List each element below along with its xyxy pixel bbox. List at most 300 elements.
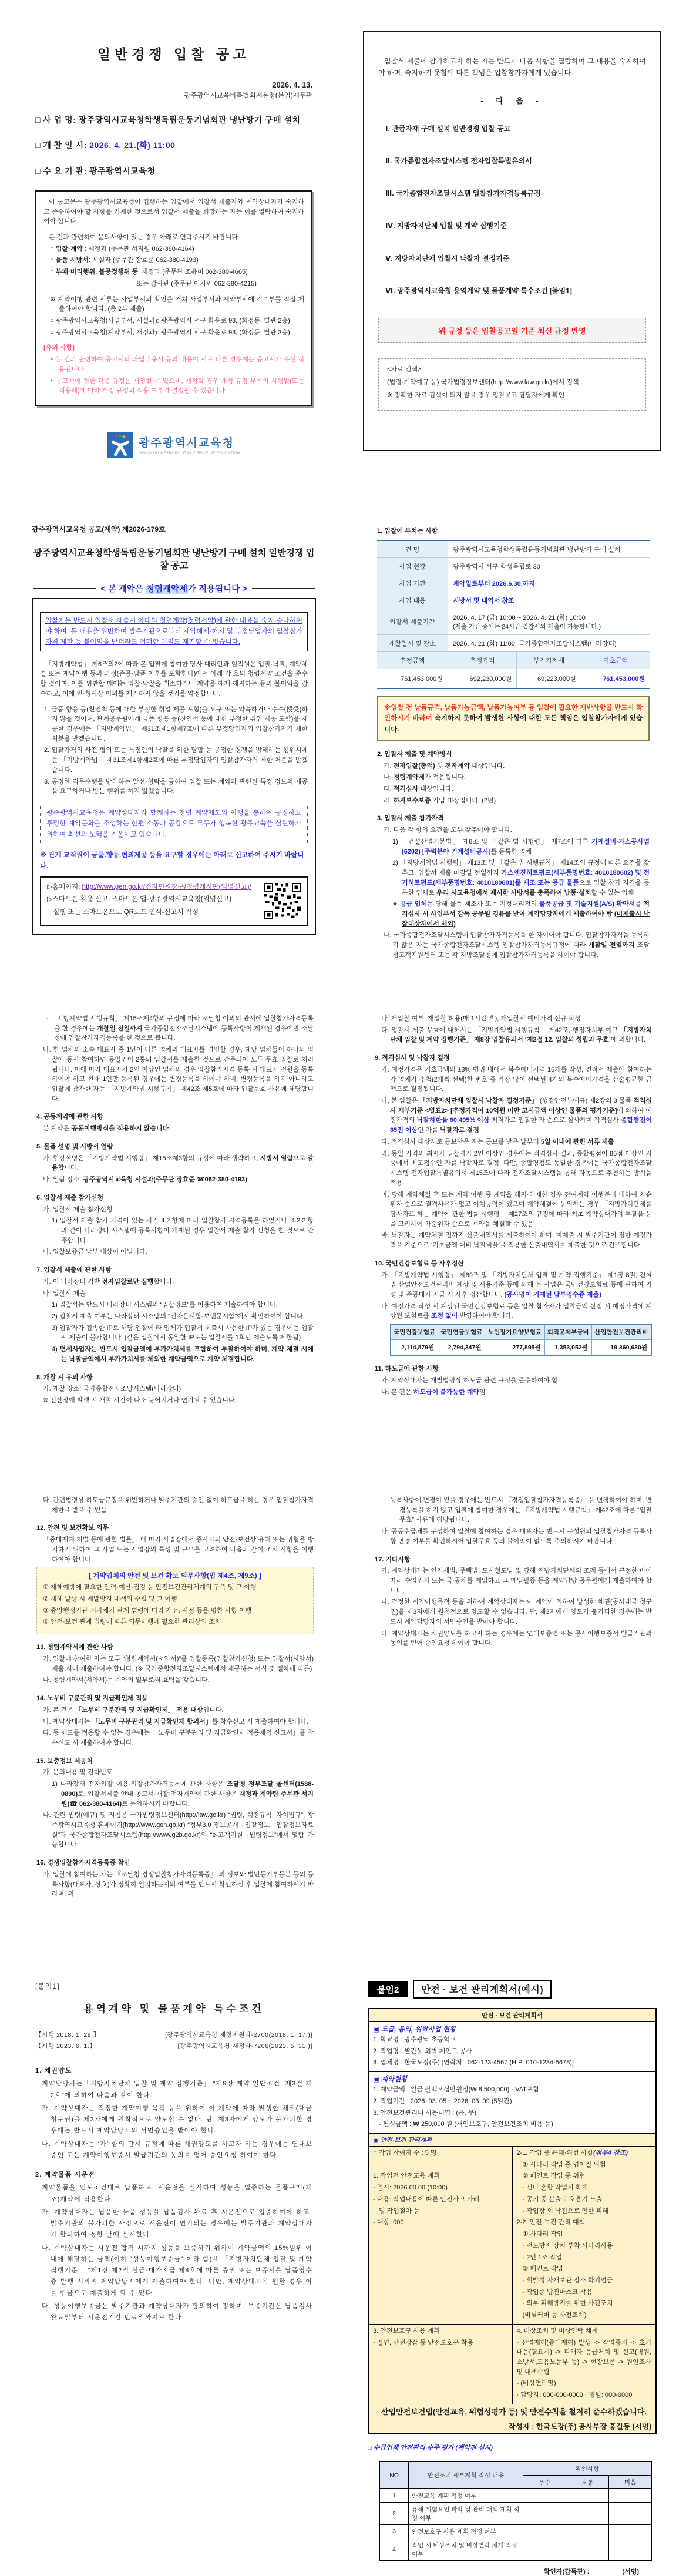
text-span: 전자입찰(총액) xyxy=(393,762,435,770)
enforcement-meta-row xyxy=(35,2041,312,2050)
text-span: 가. 입찰에 참여하는 자는 『조달청 경쟁입찰참가자격등록증』 의 정보와 법인등기부등본 등의 등록사항(대표자, 상호)가 정확히 일치하는지의 여부를 반드시 확인하신 후 입찰에 참여하시기 바라며, 위 xyxy=(43,1870,314,1898)
row-label: 사업 내용 xyxy=(377,592,448,609)
text-span: 2. 입찰가격의 사전 협의 또는 특정인의 낙찰을 위한 담합 등 공정한 경쟁을 방해하는 행위시에는 「지방계약법」 제31조제1항제2호에 따른 부정당업자의 입찰참가자격 제한 처분을 받겠습니다. xyxy=(44,747,308,774)
page-cover xyxy=(9,12,338,493)
text-span: 1. 채권양도 xyxy=(35,2067,72,2074)
text-line xyxy=(375,1190,652,1230)
text-span: 나. 계약상대자는 xyxy=(43,1718,92,1725)
text-line xyxy=(378,220,646,231)
text-line xyxy=(47,895,258,905)
text-span: 나. 열람 장소: xyxy=(43,1176,83,1184)
text-span: - 「지방계약법 시행규칙」 제15조제4항의 규정에 따라 조달청 이외의 관서에 입찰참가자격등록을 한 경우에는 xyxy=(46,1015,314,1032)
text-span: 를 xyxy=(635,901,644,908)
table-row xyxy=(380,2503,652,2525)
logo-org-name: 광주광역시교육청 xyxy=(139,437,235,450)
latest-regulation-notice: 위 규정 등은 입찰공고일 기준 최신 규정 반영 xyxy=(378,318,646,343)
text-span: 에 의하여 예정가격의 xyxy=(390,1107,653,1124)
plan-cell-ppe xyxy=(368,2324,512,2404)
text-body xyxy=(35,2065,312,2323)
text-span: 가. 문의내용 및 전화번호 xyxy=(43,1769,113,1776)
column-header: 국민건강보험료 xyxy=(391,1324,438,1340)
text-span: [유의 사항] xyxy=(43,344,75,352)
text-span: Ⅲ. 국가종합전자조달시스템 입찰참가자격등록규정 xyxy=(385,189,541,198)
text-span: 4. 비상조치 및 비상연락 체계 xyxy=(516,2327,598,2335)
attachment-label: [붙임1] xyxy=(35,1982,60,1990)
text-line xyxy=(517,2253,652,2263)
text-span: 2) 「지방계약법 시행령」 제13조 및 「같은 법 시행규칙」 제14조의 규정에 따른 요건을 갖추고, 입찰서 제출 마감일 전일까지 xyxy=(392,859,650,877)
text-span: 8. 개찰 시 유의 사항 xyxy=(36,1373,93,1381)
text-span: 「지방계약법」 제6조의2에 따라 본 입찰에 참여한 당사 대리인과 임직원은 입찰·낙찰, 계약체결 또는 계약이행 등의 과정(준공·납품 이후를 포함한다)에서 아래 각 호의 청렴계약 조건을 준수할 것이며, 이를 위반할 때에는 입찰·낙찰을 취소하거나 계약을 해제·해지하는 등의 불이익을 감수하고, 이에 민·형사상 이의를 제기하지 않을 것임을 약정합니다. xyxy=(40,660,308,697)
page-clauses-9-11 xyxy=(348,1001,677,1477)
text-span: 나. 본 건은 xyxy=(381,1388,413,1396)
text-span: 가. 개찰 장소: 국가종합전자조달시스템(나라장터) xyxy=(43,1385,181,1393)
text-span: 13. 청렴계약제에 관한 사항 xyxy=(36,1644,113,1651)
text-span: ‣ 본 건과 관련하여 공고서와 과업내용서 등의 내용이 서로 다른 경우에는 공고서가 우선 적용됩니다. xyxy=(50,356,304,373)
warning-red-text: ※입찰 전 납품규격, 납품가능금액, 납품가능여부 등 입찰에 필요한 제반사항을 반드시 확인하시기 바라며 xyxy=(384,704,643,723)
text-line xyxy=(47,882,258,892)
text-span: 시방서 열람으로 갈음 xyxy=(52,1154,314,1172)
text-span: 2. 작업명 : 별관동 외벽 페인트 공사 xyxy=(373,2047,472,2055)
text-span: 대상입니다. xyxy=(470,762,505,770)
text-span: □ 개 찰 일 시: xyxy=(35,140,90,150)
text-span: ○ 작업 참여자 수 : 5 명 xyxy=(373,2150,437,2157)
section-heading: ▣ 계약현황 xyxy=(373,2076,408,2084)
text-span: 면세사업자는 반드시 입찰금액에 부가가치세를 포함하여 투찰하여야 하며, 계약 체결 시에는 낙찰금액에서 부가가치세를 제외한 계약금액으로 계약 체결합니다. xyxy=(59,1346,314,1363)
text-span: 반영하여야 합니다. xyxy=(458,1312,513,1320)
text-span: 가입 대상입니다. (2년) xyxy=(431,797,496,804)
amount-value: 761,453,000원 xyxy=(581,669,650,688)
text-span: 나. 청렴계약서(서약서)는 계약의 일부로써 효력을 갖습니다. xyxy=(43,1677,210,1684)
section-2 xyxy=(377,750,650,806)
text-body xyxy=(36,1496,314,1564)
text-line xyxy=(373,2338,508,2348)
text-span: 1. 학교명 : 광주광역 초등학교 xyxy=(373,2036,456,2043)
table-row xyxy=(380,2525,652,2538)
text-span: 우리 시교육청에서 제시한 시방서를 충족하여 납품·설치 xyxy=(436,889,591,896)
text-line xyxy=(517,2288,652,2298)
text-span: - 2인 1조 작업 xyxy=(522,2253,563,2261)
text-span: ② 재해 발생 시 재발방지 대책의 수립 및 그 이행 xyxy=(43,1596,177,1603)
text-span: ① 사다리 작업 중 넘어질 위험 xyxy=(522,2161,606,2168)
cell-value: 2,114,879원 xyxy=(391,1340,438,1356)
text-line xyxy=(375,1271,652,1300)
report-channels xyxy=(47,882,258,920)
text-span: ○ xyxy=(50,245,56,253)
text-span: 나. 계약상대자는 시운전 합격 시까지 성능을 보증하기 위하여 계약금액의 15%범위 이내에 해당하는 금액(이하 “성능이행보증금” 이라 함)을 「지방자치단체 입찰 및 계약 집행기준」 “제1장 제2절 선금·대가지급 제4호에 따른 증권 또는 보증서를 납품영수증 발행 시까지 계약담당자에게 제출하여야 한다. 다만, 계약상대자가 원할 경우 이를 현금으로 제출하게 할 수 있다. xyxy=(42,2244,312,2297)
page-integrity xyxy=(9,509,338,995)
text-line xyxy=(375,1302,652,1321)
text-span: 가. 다음 각 항의 요건을 모두 갖추어야 합니다. xyxy=(384,827,512,834)
compliance-pledge-row xyxy=(368,2404,656,2434)
text-line xyxy=(36,1300,314,1310)
text-span: 당해 물품 제조사 또는 지정대리점의 xyxy=(433,901,539,908)
text-line xyxy=(36,1312,314,1322)
text-line xyxy=(36,1694,314,1704)
text-span: 하도급이 불가능한 계약 xyxy=(413,1388,480,1396)
text-span: 나. 관련 법령(예규) 및 지침은 국가법령정보센터(http://law.go.kr) “법령, 행정규칙, 자치법규”, 광주광역시교육청 홈페이지(http://www.gen.go.kr) “정부3.0 정보공개→입찰정보→입찰정보자료실”과 국가종합전자조달시스템(http://www.g2b.go.kr)의 “e-고객지원→법령정보”에서 열람 가능합니다. xyxy=(43,1812,314,1849)
text-span: 조달청고객지원센터 또는 각 지방조달청에 입찰참가자격등록을 하여야 합니다. xyxy=(392,942,650,959)
text-span: ④ 안전·보건 관계 법령에 따른 의무이행에 필요한 관리상의 조치 xyxy=(43,1618,221,1626)
text-span: 다. 관련법령상 하도급규정을 위반하거나 발주기관의 승인 없이 하도급을 하는 경우 입찰참가자격 제한을 받을 수 있음 xyxy=(43,1497,314,1514)
text-span: 나. 국가종합전자조달시스템에 입찰참가자격등록을 한 자이어야 합니다. 입찰참가자격을 등록하지 않은 자는 국가종합전자조달시스템 입찰참가자격등록규정에 따라 xyxy=(384,932,650,949)
announce-date: 2026. 4. 13. xyxy=(272,80,312,89)
text-line xyxy=(36,1643,314,1653)
text-span: 1) 「건설산업기본법」 제8조 및 「같은 법 시행령」 제7조에 따른 xyxy=(392,838,591,845)
text-span: 및 xyxy=(435,762,445,770)
text-line xyxy=(373,2085,651,2095)
text-line xyxy=(36,1779,314,1809)
section-lines xyxy=(373,2085,651,2130)
table-row xyxy=(377,540,650,558)
text-span: (비닐커버 등 사전조치) xyxy=(522,2312,587,2319)
text-line xyxy=(373,2195,508,2205)
text-line xyxy=(36,1277,314,1287)
column-header: 산업안전보건관리비 xyxy=(591,1324,651,1340)
column-header: 국민연금보험료 xyxy=(438,1324,485,1340)
amount-header: 기초금액 xyxy=(581,651,650,669)
text-span: 가스엔진히트펌프(세부품명번호: 4010180602) 및 전기히트펌프(세부품명번호: 4010180601)를 제조 또는 공급 물품 xyxy=(402,869,650,886)
cell-value: 1,353,052원 xyxy=(544,1340,591,1356)
row-label: 건 명 xyxy=(377,540,448,558)
text-span: 「노무비 구분관리 및 지급확인제 합의서」 xyxy=(92,1718,212,1725)
text-line xyxy=(517,2264,652,2274)
text-span: 가. 계약상대자는 개별법령상 하도급 관련 규정을 준수하여야 함 xyxy=(381,1376,558,1384)
text-span: 나. 적정한 계약이행목적 등을 위하여 계약상대자는 이 계약에 의하여 발생한 채권(공사대금 청구권)을 제3자에게 원칙적으로 양도할 수 없습니다. 단, 제3자에게 양도가 불가피한 경우에는 반드시 계약담당자의 서면승인을 받아야 합니다. xyxy=(381,1598,652,1625)
plan-section-strip xyxy=(368,2134,656,2147)
text-span: (미제출시 낙찰대상자에서 제외) xyxy=(402,910,650,928)
text-line xyxy=(43,343,304,353)
text-line xyxy=(375,1388,652,1398)
evaluation-heading: □ 수급업체 안전관리 수준 평가 (계약전 실시) xyxy=(368,2443,657,2454)
column-header: 노인장기요양보험료 xyxy=(485,1324,544,1340)
text-line xyxy=(517,2229,652,2239)
row-label: 개찰일시 및 장소 xyxy=(377,634,448,651)
text-line xyxy=(517,2310,652,2320)
text-span: 합니다. xyxy=(58,1164,79,1172)
text-line xyxy=(387,378,637,388)
text-line xyxy=(43,267,304,277)
text-span: ※ 정확한 자료 검색이 되지 않을 경우 입찰공고 담당자에게 확인 xyxy=(387,391,565,399)
table-row xyxy=(380,2538,652,2561)
text-line xyxy=(36,1768,314,1778)
text-span: - 편성금액 : ₩ 250,000 원 (개인보호구, 안전보건조치 비용 등) xyxy=(379,2121,553,2128)
text-line xyxy=(35,2065,312,2077)
toc-intro: 입찰서 제출에 참가하고자 하는 자는 반드시 다음 사항을 열람하여 그 내용을 숙지하여야 하며, 숙지하지 못함에 따른 책임은 입찰참가자에게 있습니다. xyxy=(378,57,646,78)
text-span: : 재정과 (주무관 조유미 062-380-4665) xyxy=(138,268,248,276)
text-span: 물품 시방서 xyxy=(55,257,89,264)
text-line xyxy=(36,1373,314,1383)
text-line xyxy=(373,2097,651,2107)
check-cell xyxy=(523,2503,566,2525)
text-line xyxy=(375,1364,652,1374)
attachment2-tag: 붙임2 xyxy=(368,1981,408,1997)
warning-rest-text: 숙지하지 못하여 발생한 사항에 대한 모든 책임은 입찰참가자에게 있습니다. xyxy=(384,715,643,733)
row-label: 사업 현장 xyxy=(377,557,448,575)
text-line xyxy=(36,1654,314,1674)
text-span: - 작업장 외 낙진으로 인한 피해 xyxy=(522,2207,608,2215)
text-span: 가. 계약상대자는 인지세법, 주택법, 도시철도법 및 당해 지방자치단체의 조례 등에서 규정한 바에 따라 수입인지 또는 국·공채를 매입하고 그 매입필증 등을 계약담당 공무원에게 제출하여야 합니다. xyxy=(381,1567,652,1594)
link[interactable]: http://www.gen.go.kr/전자민원창구/청렴게시판(익명신고)/ xyxy=(82,883,251,891)
cover-notice-box xyxy=(35,190,312,406)
text-body xyxy=(375,1364,652,1397)
text-span: 1. 작업전 안전교육 계획 xyxy=(373,2172,440,2180)
text-span: - 일시: 2026.00.00.(10:00) xyxy=(373,2184,448,2192)
text-line xyxy=(517,2390,652,2400)
pre-bid-warning-box xyxy=(377,696,650,741)
text-span: ▷스마트폰 활용 신고: 스마트폰 앱-광주광역시교육청(익명신고) xyxy=(47,896,232,904)
text-span: 다. 성능이행보증금은 발주기관과 계약상대자가 합의하여 정하며, 보증기간은 납품검사 완료일부터 시운전기간 만료일까지로 한다. xyxy=(42,2302,312,2321)
text-span: 1) 입찰서는 반드시 나라장터 시스템의 “입찰정보”를 이용하여 제출하여야 합니다. xyxy=(52,1301,278,1309)
text-span: 하자보수보증 xyxy=(393,797,431,804)
grade-header: 우수 xyxy=(523,2476,566,2489)
table-row xyxy=(377,575,650,592)
text-span: <자료 검색> xyxy=(387,366,422,374)
text-line xyxy=(36,1324,314,1343)
text-span: 2) 입찰서 제출 여부는 나라장터 시스템의 “전자문서함-보낸문서함”에서 확인하여야 합니다. xyxy=(52,1312,305,1320)
text-span: ① 재해예방에 필요한 인력·예산·점검 등 안전보건관리체계의 구축 및 그 이행 xyxy=(43,1584,257,1591)
text-span: 4) xyxy=(52,1346,60,1354)
text-span: 기계설비·가스공사업(6202) [주력분야 기계설비공사] xyxy=(402,838,650,855)
text-line xyxy=(40,777,308,797)
text-span: ※ 계약이행 관련 서류는 사업부서의 확인을 거쳐 사업부서와 계약부서에 각 1부를 직접 제출하여야 합니다. (총 2부 제출) xyxy=(50,295,304,313)
attachment2-title: 안전 · 보건 관리계획서(예시) xyxy=(413,1980,552,1999)
text-span: 4. 공동계약에 관한 사항 xyxy=(36,1113,103,1121)
check-cell xyxy=(523,2525,566,2538)
text-line xyxy=(373,2047,651,2057)
text-span: 가. 현장설명은 「지방계약법 시행령」 제15조제3항의 규정에 따라 생략하고, xyxy=(43,1154,260,1162)
table-header-row xyxy=(380,2462,652,2476)
insurance-settlement-table xyxy=(390,1324,652,1356)
text-span: 가. 계약상대자는 납품한 물품 성능을 납품검사 완료 후 시운전으로 입증하여야 하고, 발주기관의 불가피한 사정으로 시운전이 연기되는 경우에는 발주기관과 계약상대자가 합의하여 정한 날에 실시한다. xyxy=(42,2208,312,2239)
text-span: ○ xyxy=(50,268,56,276)
text-line xyxy=(375,1137,652,1147)
qr-code xyxy=(264,883,301,919)
text-span: 실행 또는 스마트폰으로 QR코드 인식-신고서 작성 xyxy=(53,908,199,916)
text-line xyxy=(375,1053,652,1063)
enforce-date: 【시행 2018. 1. 29.】 xyxy=(35,2031,100,2038)
text-line xyxy=(375,1231,652,1250)
text-span: 가. 예정가격은 기초금액의 ±3% 범위 내에서 복수예비가격 15개를 작성, 견적서 제출에 참여하는 각 업체가 추첨(2개씩 선택)한 번호 중 가장 많이 선택된 4개의 복수예비가격을 산술평균한 금액으로 결정됩니다. xyxy=(381,1066,652,1093)
text-line xyxy=(375,1566,652,1596)
text-line xyxy=(517,2195,652,2205)
text-line xyxy=(375,1527,652,1546)
text-line xyxy=(375,1014,652,1024)
text-span: ① 사다리 작업 xyxy=(522,2231,563,2238)
text-body xyxy=(36,1014,314,1406)
text-span: 공동이행방식을 적용하지 않습니다 xyxy=(71,1125,169,1133)
text-span: 2026. 4. 21.(화) 11:00 xyxy=(89,140,176,150)
text-line xyxy=(36,1175,314,1185)
enforce-ref: [광주광역시교육청 재정지원과-2700(2018. 1. 17.)] xyxy=(165,2031,312,2038)
integrity-heading-text: < 본 계약은 청렴계약제가 적용됩니다 > xyxy=(100,585,247,594)
text-line xyxy=(36,1705,314,1715)
text-span: · 담당자: 000-000-0000 · 병원: 000-0000 xyxy=(516,2392,633,2399)
text-line xyxy=(36,1396,314,1406)
text-span: 2. 계약물품 시운전 xyxy=(35,2171,95,2178)
text-line xyxy=(43,233,304,243)
amount-header: 추정가격 xyxy=(448,651,517,669)
text-span: 임 xyxy=(479,1388,486,1396)
text-span: 인 자를 xyxy=(418,1127,440,1134)
text-span: 적격심사 xyxy=(393,785,419,793)
text-line xyxy=(373,2160,508,2170)
text-line xyxy=(36,1193,314,1203)
text-span: 를 착수신고 시 제출하여야 합니다. xyxy=(211,1718,308,1725)
page-clause-17 xyxy=(348,1483,677,1959)
text-span: 부패·비리행위, 불공정행위 등 xyxy=(55,268,139,276)
check-cell xyxy=(566,2503,609,2525)
text-span: 다. 계약상대자는 채권양도를 하고자 하는 경우에는 연대보증인 또는 공사이행보증서 발급기관의 동의를 얻어 승인요청 하여야 합니다. xyxy=(381,1630,652,1647)
text-line xyxy=(35,2078,312,2101)
text-span: ※ 전산장애 발생 시 개찰 시간이 다소 늦어지거나 연기될 수 있습니다. xyxy=(43,1397,237,1404)
text-line xyxy=(43,279,304,289)
text-span: ○ 광주광역시교육청(계약부서, 재정과): 광주광역시 서구 화운로 93, (화정동, 별관 3층) xyxy=(50,328,290,336)
row-value: 2026. 4. 21.(화) 11:00, 국가종합전자조달시스템(나라장터) xyxy=(448,634,650,651)
text-line xyxy=(377,796,650,806)
text-span: (법령·계약예규 등) 국가법령정보센터(http://www.law.go.kr)에서 검색 xyxy=(387,378,579,386)
text-span: 및 작업절차 등 xyxy=(379,2207,420,2215)
cell-value: 2,794,347원 xyxy=(438,1340,485,1356)
text-span: 조달청 정부조달 콜센터(1588-0800) xyxy=(61,1781,314,1798)
row-text: 작업 시 비상조치 및 비상연락 체계 적정 여부 xyxy=(409,2538,523,2561)
text-span: 광주광역시교육청 시설과(주무관 장효준 ☎062-380-4193) xyxy=(83,1176,247,1184)
issuing-org: 광주광역시교육비특별회계본청(분임)재무관 xyxy=(184,92,312,99)
text-line xyxy=(40,660,308,699)
text-span: 입니다. xyxy=(203,1706,224,1714)
text-span: 계약담당자는「지방자치단체 입찰 및 계약 집행기준」 “제9장 계약 일반조건, 제3절 제2호”에 의하여 다음과 같이 한다. xyxy=(42,2080,312,2099)
grade-header: 미흡 xyxy=(609,2476,652,2489)
section-heading: ▣ 도급, 용역, 위탁사업 현황 xyxy=(373,2026,456,2033)
text-span: (첨부4 참조) xyxy=(593,2150,628,2157)
text-line xyxy=(377,784,650,794)
amount-value: 761,453,000원 xyxy=(377,669,448,688)
text-span: ○ 광주광역시교육청(사업부서, 시설과): 광주광역시 서구 화운로 93, (화정동, 별관 2층) xyxy=(50,317,290,324)
announcement-number: 광주광역시교육청 공고(계약) 제2026-179호 xyxy=(32,525,166,533)
text-span: 3. 업체명 : 한국도장(주) [연락처 : 062-123-4567 (H.P: 010-1234-5678)] xyxy=(373,2059,574,2067)
text-span: 14. 노무비 구분관리 및 지급확인제 적용 xyxy=(36,1695,148,1702)
text-span: 1. 계약금액 : 일금 팔백오십만원정(₩ 8,500,000) - VAT포함 xyxy=(373,2086,540,2094)
text-line xyxy=(378,123,646,134)
text-body xyxy=(375,1496,652,1648)
text-span: 1) 나라장터 전자입찰 이용·입찰참가자격등록에 관한 사항은 xyxy=(52,1781,227,1788)
text-span: 3. 안전보호구 사용 계획 xyxy=(373,2327,440,2335)
integrity-clauses xyxy=(40,660,308,797)
text-line xyxy=(36,1154,314,1173)
section-heading: ▣ 안전·보건 관리계획 xyxy=(373,2137,432,2144)
text-line xyxy=(36,1124,314,1134)
text-span: ② 페인트 작업 중 위험 xyxy=(522,2172,586,2180)
text-span: 「중대재해 처벌 등에 관한 법률」 에 따라 사업장에서 종사자의 안전·보건상 유해 또는 위험을 방지하기 위하여 그 사업 또는 사업장의 특성 및 규모를 고려하여 다음과 같이 조치 사항을 이행하여야 합니다. xyxy=(43,1536,314,1563)
text-span: 국가종합전자조달시스템에 등록사항이 게재된 경우에만 조달청에 입찰참가자격등록을 한 것으로 봅니다. xyxy=(54,1025,314,1042)
text-line xyxy=(373,2218,508,2228)
row-value: 광주광역시교육청학생독립운동기념회관 냉난방기 구매 설치 xyxy=(453,546,621,553)
inspector-signature-line xyxy=(368,2567,639,2576)
enforce-date: 【시행 2023. 6. 1.】 xyxy=(35,2043,96,2050)
text-line xyxy=(375,1096,652,1136)
text-span: 가. 이 나라장터 기반 xyxy=(43,1278,102,1285)
text-line xyxy=(43,244,304,254)
text-line xyxy=(36,1112,314,1122)
amount-header: 추정금액 xyxy=(377,651,448,669)
text-line xyxy=(375,1065,652,1094)
text-span: 「지방자치단체 입찰시 낙찰자 결정기준」 xyxy=(419,1097,538,1105)
text-span: 를 등록한 업체 xyxy=(490,848,532,855)
row-no: 1 xyxy=(380,2489,409,2503)
text-span: 본 건과 관련하여 문의사항이 있는 경우 아래로 연락주시기 바랍니다. xyxy=(49,233,240,241)
text-span: 로 문의하시기 바랍니다. xyxy=(122,1800,190,1808)
text-line xyxy=(36,1216,314,1245)
plan-cell-hazards xyxy=(512,2147,656,2325)
text-span: 적격심사 세부기준 <별표2> [추정가격이 10억원 미만 고시금액 이상인 물품의 평가기준] xyxy=(390,1097,653,1114)
page-attachment1 xyxy=(9,1964,338,2426)
row-no: 4 xyxy=(380,2538,409,2561)
daum-divider: - 다 음 - xyxy=(480,96,544,105)
text-line xyxy=(517,2171,652,2181)
text-line xyxy=(36,1289,314,1299)
row-text: 안전보호구 사용 계획 적정 여부 xyxy=(409,2525,523,2538)
text-line xyxy=(36,1717,314,1727)
text-span: ○ xyxy=(50,257,56,264)
text-line xyxy=(40,745,308,775)
text-line xyxy=(43,256,304,266)
enforce-ref: [광주광역시교육청 재정과-7206(2023. 5. 31.)] xyxy=(177,2043,312,2050)
text-line xyxy=(36,1756,314,1766)
text-span: □ 사 업 명: 광주광역시교육청학생독립운동기념회관 냉난방기 구매 설치 xyxy=(35,115,301,125)
text-line xyxy=(36,1496,314,1515)
text-line xyxy=(375,1376,652,1386)
text-line xyxy=(36,1205,314,1215)
text-span: 낙찰자로 결정 xyxy=(440,1127,479,1134)
text-line xyxy=(517,2379,652,2389)
text-span: 최저가로 입찰한 자 순으로 심사하며 적격심사 xyxy=(489,1117,621,1124)
text-line xyxy=(43,328,304,338)
check-cell xyxy=(566,2538,609,2561)
text-line xyxy=(373,2148,508,2158)
text-line xyxy=(36,1728,314,1748)
column-header: 확인사항 xyxy=(523,2462,652,2476)
text-span: Ⅴ. 지방자치단체 입찰시 낙찰자 결정기준 xyxy=(385,254,510,263)
safety-plan-table xyxy=(368,2008,657,2434)
text-span: 가 적용됩니다. xyxy=(424,774,466,781)
column-header: 퇴직공제부금비 xyxy=(544,1324,591,1340)
text-span: 가. 계약상대자는 적정한 계약이행 목적 등을 위하여 이 계약에 따라 발생한 채권(대금청구권)을 제3자에게 원칙적으로 양도할 수 없다. 단, 제3자에게 양도가 불가피한 경우에는 반드시 계약담당자의 서면승인을 받아야 한다. xyxy=(42,2104,312,2135)
text-line xyxy=(43,316,304,326)
text-line xyxy=(36,1858,314,1868)
text-span: 가. 「지방계약법 시행령」 제89조 및 「지방자치단체 입찰 및 계약 집행기준」 제1장 8절, 건설업 산업안전보건관리비 계상 및 사용기준 등에 의해 본 사업은 국민건강보험료 등에 관하여 기성 및 준공대가 지급 시 사후 정산합니다. xyxy=(381,1271,652,1298)
text-span: ▷홈페이지: xyxy=(47,883,82,891)
section-lines xyxy=(373,2035,651,2068)
text-span: 나. xyxy=(384,774,394,781)
text-line xyxy=(36,1384,314,1394)
sign-placeholder: (서명) xyxy=(622,2568,639,2576)
text-span: - 신나 혼합 작업시 화재 xyxy=(522,2184,589,2192)
text-span: - 공기 중 분출로 호흡기 노출 xyxy=(522,2195,603,2203)
text-line xyxy=(43,1617,307,1627)
text-span: 3) 입찰자가 접속한 IP로 해당 입찰에 타 업체가 입찰서 제출시 사용한 IP가 있는 경우에는 입찰서 제출이 불가합니다. (같은 입찰에서 동일한 IP로는 입찰서를 1회만 제출토록 제한됨) xyxy=(52,1324,314,1342)
text-span: 합니다. xyxy=(153,1278,174,1285)
text-line xyxy=(373,2171,508,2181)
highlight: 청렴계약제 xyxy=(146,585,188,594)
text-span: 나. 재입찰 여부: 재입찰 허용(매 1시간 후), 재입찰시 예비가격 신규 작성 xyxy=(381,1015,581,1022)
text-line xyxy=(375,1496,652,1525)
text-line xyxy=(35,2301,312,2324)
text-span: 나. 공동수급체를 구성하여 입찰에 참여하는 경우 대표자는 반드시 구성원의 입찰참가자격 등록사항 변경 여부를 확인하시어 입찰무효 등의 불이익이 없도록 주의하시기 바랍니다. xyxy=(381,1528,652,1545)
text-line xyxy=(36,1535,314,1564)
text-span: □ 수 요 기 관: 광주광역시교육청 xyxy=(35,166,156,176)
table-value-row xyxy=(391,1340,651,1356)
safety-duty-items xyxy=(43,1583,307,1627)
text-line xyxy=(375,1149,652,1188)
